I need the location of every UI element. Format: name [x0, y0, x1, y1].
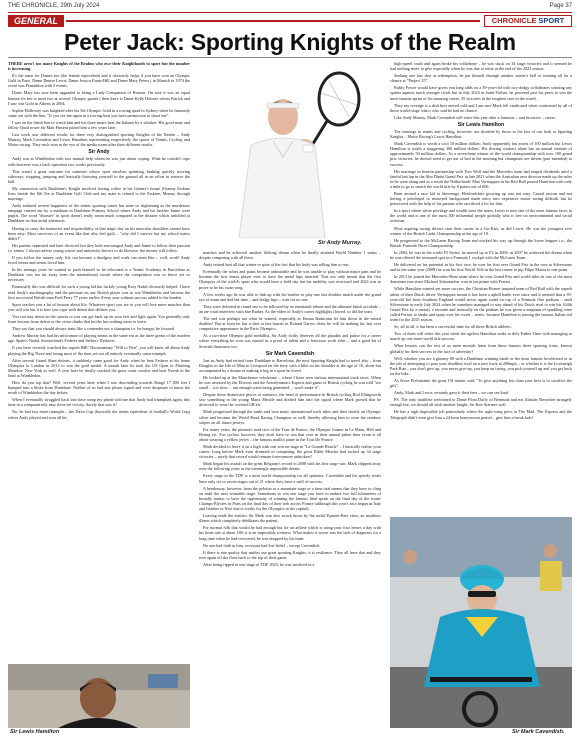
headline-rule	[8, 57, 572, 58]
paragraph: If you have recently watched the superb BBC Documentary "Will to Win", you will know all about Andy playing the Big Three and losing most of the time yet not all entirely eventually came triumph.	[8, 345, 190, 356]
paragraph: Sport teaches you a lot of lessons about life. Whatever sport you are in you will lose more matches than you will win but it is how you cope with defeat that defines you.	[8, 301, 190, 312]
paragraph: Well, whether you are a gloomy 80 with a Dunblane winning battle or the most famous bowlerized or in the job of attempting to pass your deadliest rival on a race track at 200mph – or whether it is the Lowmeigh Park Run – you don't give up, you never give up, you keep on trying, you pick yourself up and you get back on the bike.	[390, 355, 572, 376]
page-number: Page 37	[549, 3, 572, 9]
article-column-1	[8, 61, 190, 661]
paragraph: No one had faith in him, everyone had lost belief – except Cavendish.	[203, 542, 320, 548]
article-column-3	[390, 61, 572, 513]
paragraph: Eventually the aches and pains became unbearable and he was unable to play without major pain and he became the first tennis player ever to have the metal hips inserted. That not only meant that the first Olympics of the world's sport who would have a field day but his mobility was restricted and 2024 was to prove to be his swan song.	[199, 269, 381, 290]
paragraph: Seeking one last shot at redemption, he put himself through another winter's hell of training all for a chance at "Project 35".	[390, 73, 572, 84]
paragraph: In a sport where white privilege and wealth were the norm, Lewis is now one of the most famous faces in the world and is one of the most 100 influential people globally who is free on environmental and social activism.	[390, 208, 572, 224]
paragraph: When I eventually struggled back into base camp my phone told me that Andy had triumphed again, this time in a comparatively easy three set victory. Surely that was it?	[8, 397, 190, 408]
paragraph: Andy endured several happiness of the tennis sporting career but none so frightening as the murderous rampage carried out by a madman in Dunblane Primary School where Andy and his brother Jamie were pupils. The word "disaster" in sport doesn't really mean much compared to the disaster which unfolded at Dunblane on that awful afternoon.	[8, 203, 190, 224]
paragraph: His parents separated and later divorced but they both encouraged Andy and Jamie to follow their passion i.e. tennis. I always advise young school and university leavers to do likewise, the money will follow.	[8, 242, 190, 253]
caption-murray: Sir Andy Murray.	[318, 240, 362, 246]
paragraph: What lessons can the rest of us mere mortals learn from these famous three sporting icons, known globally for their success in the face of adversity?	[390, 343, 572, 354]
paragraph: Like Andy Murray, Mark Cavendish will retire this year after a fantastic – and lucrative – career.	[394, 114, 556, 120]
paragraph: The earnings in tennis and cycling, however, are dwarfed by those in the last of our look at Sporting Knights – Motor Racing's Lewis Hamilton.	[390, 128, 572, 140]
paragraph: No, he had two more triumphs – the Davis Cup (basically the tennis equivalent of football's World Cup) where Andy played and won all his	[8, 409, 190, 420]
paragraph: PS. The only triathlete welcomed to Dame Flora Duffy of Bermuda and not Alastair Brownlee strangely enough but, we should all wish another knight, Sir Keir Starmer well.	[390, 397, 572, 408]
paragraph: After several Grand Slam defeats, it suddenly came good for Andy when he beat Federer at his home Olympics in London in 2012 to win the gold medal. A month later he took the US Open in Flushing Meadow, New York as well. A year later he finally cracked the grass court voodoo and beat Novak in the final at Wimbledon.	[8, 357, 190, 378]
paragraph: Every stage in the TDF is a mini world championship for all sprinters. Cavendish and his speedy rivals have only six or seven stages out of 21 where they have a sniff of success.	[199, 473, 381, 484]
paragraph: Despite those dismissive pieces of statistics, the head of performance in British cycling Rod Ellingworth saw something in the young Manx Missile and drafted him into the squad where Mark proved that he deserved to wear the coveted GB kit.	[199, 392, 381, 408]
paragraph: My connection with Dunblane's Knight involved having coffee in his Granny's house (Granny Erskine lives beside the 8th Tee at Dunblane Golf Club and my mate is related to the Erskine, Murray through marriage.	[8, 185, 190, 202]
paragraph: In his teenage years he wanted to push himself so he relocated to a Tennis Academy in Barcelona as Dunblane was too far away from the international circuit where the competition was so fierce yet so necessary.	[8, 267, 190, 283]
paragraph: While Hamilton wanted yet more success, the Christian Horner inspired team of Red Bull with the superb talent of their Dutch driver Verstappen meant it has been a uphill battle ever since and it seemed that a 39-year-old lad from Southern England would never again stand on top of a Formula One podium – until Silverstone in early July 2024 when he somehow managed to stay ahead of his Dutch rival to win his 104th Grand Prix by a measly 2 seconds and ironically on the podium he was given a magnum of sparkling wine called Ferrari to shake and spray over his rivals – ironic, because Hamilton is joining the famous Italian red team for the 2025 season.	[390, 286, 572, 323]
paragraph: A breakaway, however, from the peloton or a mountain stage or a time trial means that they have to cling on until the next winnable stage. Sometimes to win one stage you have to endure two full kilometres of brutally tarmac to have the opportunity of winning the famous final sprint on the final day of the iconic Champs-Élysées in Paris on the final day of their trek across France (although this year's race began in Italy and finishes in Nice due to works for the Olympics in the capital).	[199, 485, 381, 512]
paragraph: They were defeated in round one to be followed by an emotional tribute and the ultimate finish accolade – an on-court interview with Sue Barker. As the video of Andy's career highlights flowed, so did the tears.	[199, 303, 381, 314]
mark-cavendish-photo	[390, 517, 572, 728]
page-header-strip	[8, 3, 572, 12]
paragraph: Two of them will retire this year while the ageless Hamilton seeks to defy Father Time with managing to match up one more world title success.	[390, 331, 572, 342]
brand-left: CHRONICLE	[491, 16, 537, 25]
subheading-sir-andy: Sir Andy	[88, 149, 110, 156]
paragraph: For many years, the pinnacle road race of the Tour de France, the Olympic Games in Le Mans, Hell and Bering etc. For cyclists however, they don't have to win that year as their annual prime time event is all about wearing a yellow jersey – the famous maillot jaune in the Tour De France.	[199, 426, 381, 442]
chronicle-sport-logo	[484, 15, 572, 27]
section-label: GENERAL	[8, 15, 64, 27]
paragraph: As a two-time Olympic gold medallist, Sir Andy richly deserves all the plaudits and praise for a career where everything he won was earned as a proof of talent and a ferocious work ethic – and a good bit of Scottish thrawness too.	[199, 333, 381, 349]
paragraph: Most aspiring racing drivers start their career in a Go-Kart, as did Lewis. He was the youngest ever winner of the British Cadet Championship at the age of 10.	[390, 225, 572, 236]
paragraph: As Steve Prefontaine the great US runner said, "To give anything less than your best is to sacrifice the gift".	[390, 377, 572, 389]
paragraph: He looked up at the Manchester velodrome – where I have seen various international track races. When he was assessed by the Doctors and the Aerodynamics Experts and gurus of British cycling he was told "too small… too slow… not enough watts being generated… won't make it".	[199, 374, 381, 391]
subheading-sir-mark: Sir Mark Cavendish	[265, 350, 315, 357]
section-rule	[66, 20, 480, 22]
paragraph: Dame Mary has now been upgraded to being a Lady Companion of Honour. I'm sure it was an equal honour for her to meet two at several Olympic games ( then there is Dame Kelly Holmes whom Patrick and I saw win Gold in Athens in 2004.	[8, 90, 190, 106]
paragraph: It's the same for Dames too (the female equivalent) and it obviously helps if you have won an Olympic Gold in Paris. Dame Denise Lewis, Dame Jessica Ennis-Hill and Dame Mary Peters ( in Munich in 1974 the event was Pentathlon with 5 events.	[8, 73, 190, 89]
paragraph: I was on the finish line to watch him and his three mates beat the Italians by a whisker. His good mate and fellow Quad rower Sir Matt Pinsent joined him a few years later.	[8, 119, 190, 131]
paragraph: He has a nigh impossible job particularly where the right-wing press in The Mail, The Express and the Telegraph didn't even give him a 24-hour honeymoon period – give him a break lads!	[390, 409, 572, 420]
header-rule	[8, 12, 572, 13]
paragraph: Andy retired hurt all that winter in spite of the fact that his body was telling him to rest.	[203, 262, 350, 268]
paragraph: A few weeks ago he was able to link up with his brother to play one last doubles match under the grand eye of mum and dad but time – and dodgy hips – wait for no one.	[199, 291, 381, 302]
paragraph: Mark decided to leave it on a high with one win on stage in "La Grande Boucle" – I basically realise your career. Long before Mark even dreamed of competing, the great Eddie Merckx had racked up 34 stage victories – surely that record would remain forevermore unbroken?	[199, 444, 381, 460]
paragraph: high-speed crash and again broke his collarbone – he was stuck on 34 stage victories and it seemed he had nothing more to give especially when he was due to retire at the end of the 2023 season.	[390, 61, 572, 72]
paragraph: He delivered on his potential in his first race, he won his first ever Grand Prix in the race at Silverstone and in the same year (2008) he won his first World Title in the last corner to pip Filipe Massa to one point.	[390, 262, 572, 273]
article-lead: THERE aren't too many Knights of the Realms who owe their Knighthoods to sport but the number is increasing.	[8, 61, 190, 72]
paragraph: They say revenge is a dish best served cold and I am sure Mark felt vindicated when confronted by all of those world-stage critics who said he had no chance.	[390, 102, 572, 113]
lewis-hamilton-illustration	[8, 664, 190, 728]
paragraph: Last week saw different results for three very distinguished sporting Knights of the Realm – Andy Murray, Mark Cavendish and Lewis Hamilton representing respectively the sports of Tennis, Cycling and Motor racing. They each won in the eye of the media storm after their different results.	[8, 132, 190, 148]
paragraph: After being ripped in one stage of TDF 2023, he was involved in a	[203, 561, 315, 567]
paragraph: Mark Cavendish is worth a cool 10 million dollars; Andy apparently has assets of 100 million but Lewis Hamilton is worth a staggering 300 million dollars. His driving contract alone has an annual retainer of approximately 50 million dollars. As a seven-time winner of the world championship with over 100 grand prix victories, he doesn't need to get out of bed in the morning but champions are driven (pun intended) to success.	[390, 141, 572, 167]
paragraph: Andrew Murray has had his misfortune of playing tennis in the same era as the three greats of the modern age, Spain's Nadal, Switzerland's Federer and Serbia's Djokovic.	[8, 333, 190, 344]
article-column-2	[199, 250, 381, 737]
paragraph: If you follow the money only, life can become a drudgery and work can seem like… well, work! Andy loved tennis and tennis loved him.	[8, 255, 190, 266]
paragraph: Mark progressed through the ranks and won many international track titles and then shortly an Olympic silver and became the World Road Racing Champion as well, thereby allowing him to wear the rainbow stripes on all future jerseys.	[199, 409, 381, 425]
caption-cavendish: Sir Mark Cavendish.	[512, 729, 565, 735]
paragraph: For normal folk that would be bad enough but for an athlete which is using your four lenses a day with his heart rate at about 180, it is an impossible scenario. What makes it worse was the lack of diagnosis for a long time when he had recovered, he was dropped by his team.	[199, 525, 381, 541]
lewis-hamilton-photo	[8, 664, 190, 728]
publication-date: THE CHRONICLE, 29th July 2024	[8, 3, 100, 9]
paragraph: How do you top that? Well, several years later when I was descending towards Rangé 17 000 feet I bumped into a bloke from Dunblane. Neither of us had any phone signal and were desperate to know the result of Wimbledon the day before.	[8, 379, 190, 396]
paragraph: Andy, Mark and Lewis certainly gave it their best – we can see loud.	[394, 390, 509, 396]
andy-murray-illustration	[199, 61, 381, 238]
paragraph: Financially this was difficult for such a young lad but luckily young Rory Nadal obviously helped. I have read Andy's autobiography and the pressure on any British player was to win Wimbledon and become the first successful British man Fred Perry 77 years earlier. Every year without success added to the burden.	[8, 284, 190, 300]
paragraph: The end was perhaps not what he wanted, especially as Emma Raducanu let him down in the mixed doubles! But at least he has a shot at last hurrah in Roland Garros when he will be making his last ever competitive appearance in the Paris Olympics.	[199, 316, 381, 332]
paragraph: Mark began his assault on the great Belgium's record in 2008 with his first stage win. Mark chipped away over the following years as the seemingly impossible dream.	[199, 461, 381, 472]
paragraph: They say that you should always train like a contender not a champion i.e. be hungry, be focused.	[12, 326, 176, 332]
section-bar	[8, 15, 572, 27]
paragraph: matches and he achieved another lifelong dream when he finally attained World Number 1 status – despite competing with all three.	[199, 250, 381, 261]
paragraph: Just as Andy had retired from Dunblane to Barcelona, the next Sporting Knight had to travel also – from Douglas in the Isle of Man to Liverpool on the ferry with a bike on his shoulder at the age of 16, alone but accompanied by a dream of making it big in a sport he loved.	[199, 357, 381, 373]
paragraph: Paddy Power would have given you long odds on a 39-year-old with two dodgy collarbones winning any sprints against much younger rivals but in July 2024 in Saint-Vulbas, he powered past his peers to win the most famous sprint of his amazing career. 35 victories in the toughest race in the world.	[390, 85, 572, 101]
caption-hamilton: Sir Lewis Hamilton	[10, 729, 60, 735]
paragraph: He progressed to the McLaren Racing Team and worked his way up through the lower leagues i.e., the British Formula Three Championship.	[390, 237, 572, 248]
andy-murray-photo	[199, 61, 381, 238]
paragraph: So, all in all, it has been a successful time for all three British athletes.	[394, 324, 512, 330]
paragraph: Born around a race kid in Stevenage, Hertfordshire growing up was not easy. Casual racism and not having a privileged or moneyed background made entry into expensive motor racing difficult but he persevered with the help of his parents who sacrificed a lot for him.	[390, 190, 572, 207]
paragraph: Having to carry the memories and responsibility of that tragic day on his muscular shoulders cannot have been easy. Most survivors of an event like that also feel guilt – "why did I survive but my school mates didn't?".	[8, 225, 190, 241]
paragraph: This wasn't a great outcome for someone whose sport involves sprinting, braking quickly, moving sideways, stopping, jumping and basically throwing yourself to the ground all in an effort to retrieve the ball.	[8, 168, 190, 184]
paragraph: If there is one quality that unifies our great sporting Knights, it is resilience. They all have that and they rose again off the floor back to the top of their game.	[199, 549, 381, 560]
brand-right: SPORT	[538, 16, 565, 25]
paragraph: Leaving aside the statistic Sir Mark was also struck down by the awful Epstein-Barr virus, an insidious illness which completely debilitates the patient.	[199, 513, 381, 524]
headline: Peter Jack: Sporting Knights of the Realm	[64, 29, 516, 55]
paragraph: In 2004, he was in the world F3 Series, he moved up to F2 in 2006; in 2007 he achieved the dream when he was offered the treasured spot in a Formula 1 cockpit with the McLaren Team.	[390, 249, 572, 260]
mark-cavendish-illustration	[390, 517, 572, 728]
paragraph: You can stay down on the canvas or you can get back up on your feet and fight again. You generally only learn lessons from defeat as the victor thinks that he/she has nothing more to learn.	[8, 313, 190, 325]
subheading-sir-lewis: Sir Lewis Hamilton	[457, 121, 505, 128]
paragraph: His marriage in heaven partnership with Toto Wolf and the Mercedes team had reaped dividends until a fateful last lap in the Abu Dhabi Grand Prix in late 2021 when the Australian race director made up the rules as he went along and as a result the Netherlands' Max Verstappen in his Red Bull passed Hamilton with only a mile to go to snatch the world title by 8 points out of 600.	[390, 168, 572, 189]
paragraph: In 2013 he joined the Mercedes-Benz team where he won Grand Prix and world titles in one of the most dominant eras since Michael Schumacher won in his prime with Ferrari.	[390, 274, 572, 285]
paragraph: Sophie Holloway was knighted after his 5th Olympic Gold in a rowing quad in Sydney when he famously came out with the line, "If you see me again in a rowing boat you have permission to shoot me".	[8, 107, 190, 118]
paragraph: Andy was at Wimbledon with two mutual help whom he was just about coping. What he couldn't cope with however was a back operation two weeks previously.	[8, 156, 190, 167]
